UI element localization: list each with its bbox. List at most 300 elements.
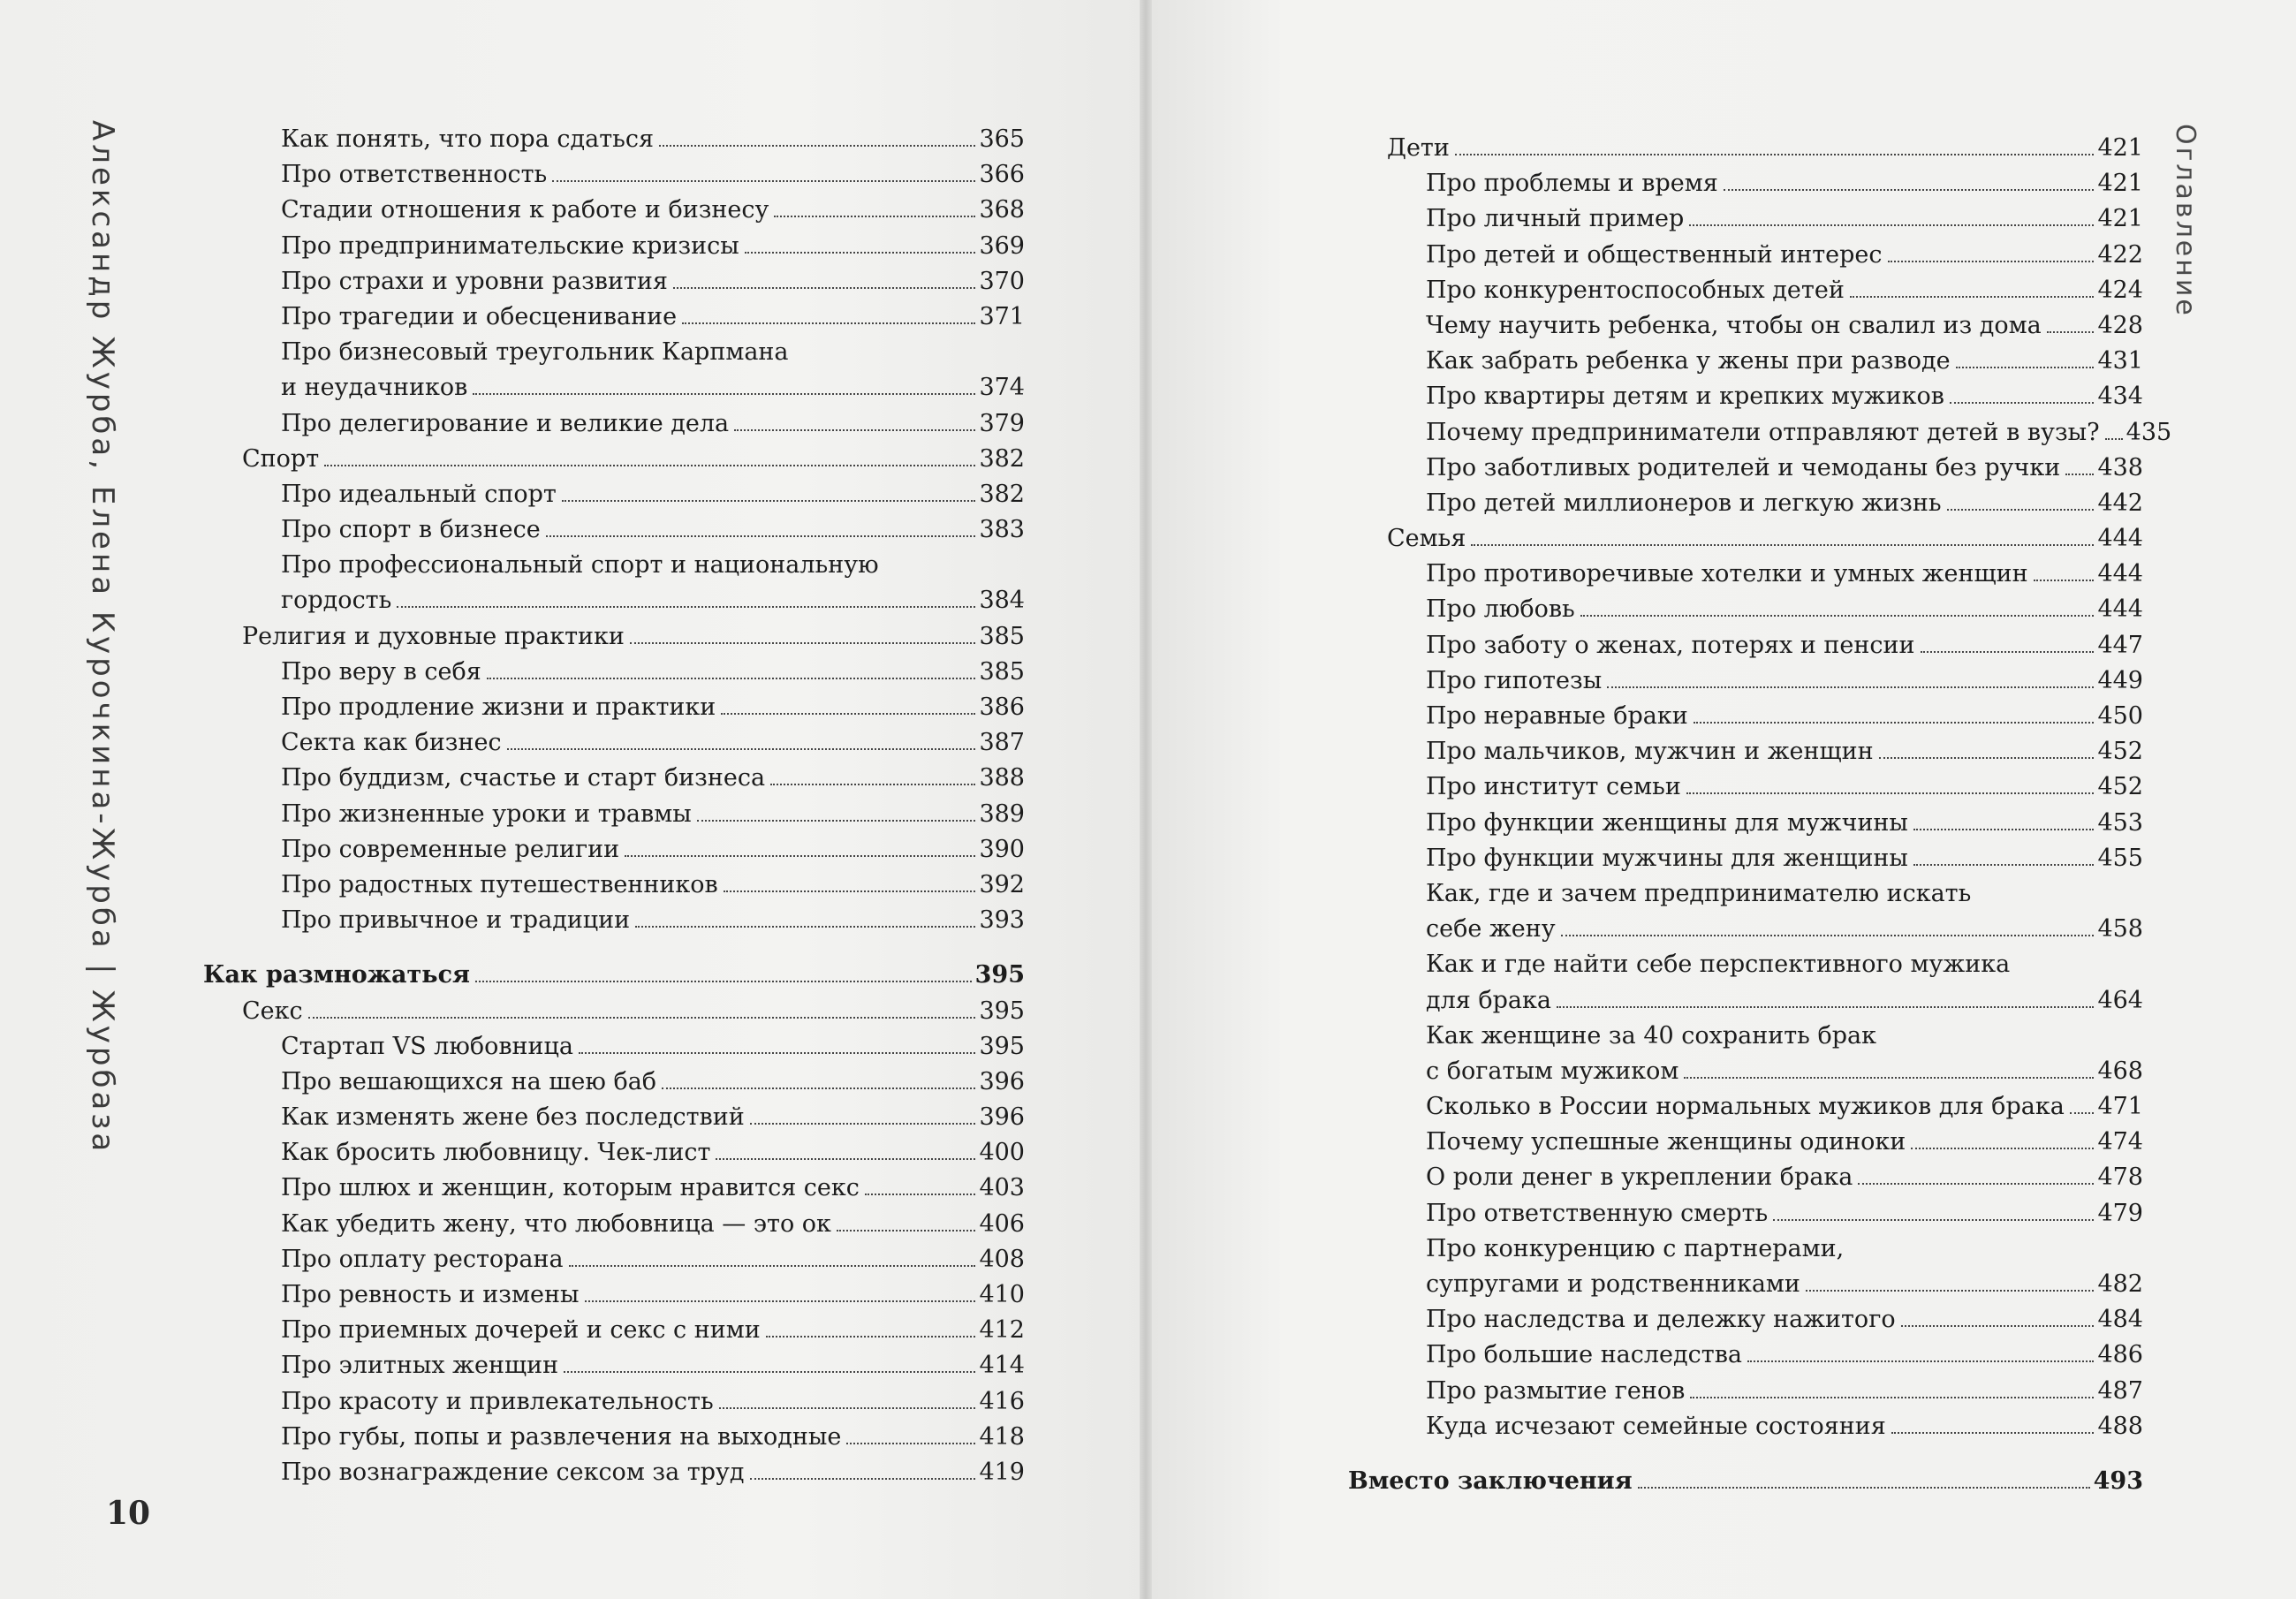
toc-entry-page: 386 bbox=[979, 693, 1025, 721]
toc-entry-page: 421 bbox=[2097, 205, 2143, 233]
dot-leader bbox=[682, 322, 975, 324]
toc-entry-page: 393 bbox=[979, 906, 1025, 935]
toc-entry[interactable] bbox=[203, 1100, 1025, 1135]
toc-entry-page: 374 bbox=[979, 374, 1025, 402]
dot-leader bbox=[719, 1407, 976, 1409]
page-number: 10 bbox=[106, 1495, 151, 1532]
toc-entry-title: Как, где и зачем предпринимателю искать bbox=[1426, 879, 1972, 907]
toc-entry[interactable] bbox=[203, 1384, 1025, 1420]
toc-entry[interactable] bbox=[203, 442, 1025, 477]
toc-entry-title: О роли денег в укреплении брака bbox=[1426, 1163, 1853, 1192]
dot-leader bbox=[659, 145, 975, 147]
toc-entry[interactable] bbox=[1348, 415, 2172, 451]
toc-entry[interactable] bbox=[1348, 1302, 2143, 1338]
dot-leader bbox=[630, 642, 976, 644]
toc-entry-title: Про профессиональный спорт и национальную bbox=[281, 551, 879, 580]
toc-entry-title: Про размытие генов bbox=[1426, 1376, 1686, 1405]
toc-entry-title: Как бросить любовницу. Чек-лист bbox=[281, 1139, 711, 1167]
toc-entry-title: Как забрать ребенка у жены при разводе bbox=[1426, 347, 1951, 375]
toc-entry[interactable] bbox=[203, 619, 1025, 655]
toc-entry-title: с богатым мужиком bbox=[1426, 1057, 1679, 1085]
toc-entry-title: Про жизненные уроки и травмы bbox=[281, 800, 692, 828]
toc-entry-page: 366 bbox=[979, 161, 1025, 189]
dot-leader bbox=[1891, 1432, 2095, 1434]
dot-leader bbox=[507, 748, 976, 750]
dot-leader bbox=[585, 1300, 976, 1302]
toc-entry[interactable] bbox=[1348, 1338, 2143, 1373]
dot-leader bbox=[1686, 792, 2095, 794]
toc-entry-title: Про функции мужчины для женщины bbox=[1426, 844, 1908, 872]
toc-entry-title: Про идеальный спорт bbox=[281, 480, 557, 508]
toc-entry[interactable] bbox=[1348, 273, 2143, 308]
dot-leader bbox=[2047, 331, 2095, 333]
dot-leader bbox=[579, 1052, 975, 1054]
toc-entry[interactable] bbox=[203, 477, 1025, 512]
toc-entry-title: Про конкуренцию с партнерами, bbox=[1426, 1234, 1845, 1262]
book-spine bbox=[1140, 0, 1152, 1599]
toc-entry[interactable] bbox=[203, 370, 1025, 405]
toc-entry-page: 449 bbox=[2097, 666, 2143, 694]
dot-leader bbox=[662, 1087, 975, 1089]
toc-entry-title: Про институт семьи bbox=[1426, 773, 1681, 801]
toc-entry-title: Сколько в России нормальных мужиков для брака bbox=[1426, 1093, 2065, 1121]
dot-leader bbox=[1850, 296, 2095, 298]
dot-leader bbox=[750, 1478, 976, 1480]
toc-entry-page: 412 bbox=[979, 1316, 1025, 1345]
toc-entry-page: 486 bbox=[2097, 1341, 2143, 1369]
toc-entry-page: 421 bbox=[2097, 170, 2143, 198]
toc-entry[interactable] bbox=[1348, 912, 2143, 947]
toc-entry-title: Секс bbox=[242, 997, 303, 1025]
toc-entry-title: Куда исчезают семейные состояния bbox=[1426, 1412, 1886, 1440]
running-head-separator: | bbox=[85, 963, 120, 978]
toc-entry[interactable] bbox=[1348, 166, 2143, 201]
toc-entry-title: Спорт bbox=[242, 444, 320, 473]
toc-entry-title: Почему успешные женщины одиноки bbox=[1426, 1128, 1906, 1156]
toc-entry[interactable] bbox=[1348, 521, 2143, 557]
toc-entry-page: 388 bbox=[979, 764, 1025, 792]
dot-leader bbox=[750, 1123, 976, 1125]
dot-leader bbox=[2034, 580, 2095, 581]
dot-leader bbox=[1561, 935, 2095, 936]
toc-entry[interactable] bbox=[203, 512, 1025, 548]
toc-entry-page: 424 bbox=[2097, 276, 2143, 304]
dot-leader bbox=[716, 1158, 975, 1160]
toc-entry[interactable] bbox=[1348, 806, 2143, 841]
dot-leader bbox=[546, 535, 976, 537]
toc-entry[interactable] bbox=[203, 1455, 1025, 1490]
toc-entry-page: 450 bbox=[2097, 702, 2143, 730]
toc-entry-page: 384 bbox=[979, 587, 1025, 615]
toc-entry[interactable] bbox=[1348, 628, 2143, 663]
toc-entry-page: 395 bbox=[974, 961, 1025, 989]
toc-entry-first-line bbox=[1348, 1019, 2143, 1054]
dot-leader bbox=[1913, 864, 2095, 866]
toc-entry-title: Про большие наследства bbox=[1426, 1341, 1743, 1369]
toc-entry-title: Вместо заключения bbox=[1348, 1466, 1633, 1495]
toc-entry-page: 395 bbox=[979, 997, 1025, 1025]
toc-entry-page: 434 bbox=[2097, 383, 2143, 411]
toc-entry-title: Про вознаграждение сексом за труд bbox=[281, 1458, 745, 1486]
toc-entry[interactable] bbox=[1348, 557, 2143, 592]
toc-entry-page: 389 bbox=[979, 800, 1025, 828]
toc-entry-title: Про привычное и традиции bbox=[281, 906, 631, 935]
toc-entry[interactable] bbox=[203, 1277, 1025, 1313]
toc-entry-page: 478 bbox=[2097, 1163, 2143, 1192]
toc-entry[interactable] bbox=[203, 690, 1025, 725]
toc-entry-title: Про заботу о женах, потерях и пенсии bbox=[1426, 631, 1915, 659]
toc-entry[interactable] bbox=[1348, 699, 2143, 734]
running-head bbox=[85, 120, 120, 1155]
toc-entry-title: Про личный пример bbox=[1426, 205, 1685, 233]
toc-entry-title: супругами и родственниками bbox=[1426, 1270, 1800, 1298]
toc-entry-title: Религия и духовные практики bbox=[242, 622, 625, 650]
running-head-book: Журбаза bbox=[85, 989, 120, 1156]
toc-entry-page: 442 bbox=[2097, 489, 2143, 517]
toc-entry[interactable] bbox=[1348, 1464, 2143, 1499]
dot-leader bbox=[562, 500, 976, 502]
toc-entry-page: 444 bbox=[2097, 560, 2143, 588]
toc-entry-page: 390 bbox=[979, 835, 1025, 863]
toc-entry-page: 387 bbox=[979, 729, 1025, 757]
toc-entry-title: Секта как бизнес bbox=[281, 729, 502, 757]
toc-entry-title: Про ответственную смерть bbox=[1426, 1199, 1769, 1227]
toc-entry-page: 488 bbox=[2097, 1412, 2143, 1440]
toc-entry[interactable] bbox=[203, 1242, 1025, 1277]
dot-leader bbox=[2070, 1112, 2095, 1114]
dot-leader bbox=[1950, 402, 2094, 404]
toc-entry-title: Про заботливых родителей и чемоданы без ручки bbox=[1426, 453, 2061, 481]
toc-entry-page: 428 bbox=[2097, 311, 2143, 339]
toc-entry[interactable] bbox=[203, 1171, 1025, 1206]
toc-entry[interactable] bbox=[203, 868, 1025, 903]
toc-entry[interactable] bbox=[1348, 983, 2143, 1019]
toc-entry[interactable] bbox=[203, 1029, 1025, 1065]
toc-entry[interactable] bbox=[203, 299, 1025, 335]
toc-entry-title: Чему научить ребенка, чтобы он свалил из дома bbox=[1426, 311, 2042, 339]
toc-entry-page: 431 bbox=[2097, 347, 2143, 375]
toc-left-column bbox=[203, 122, 1025, 1490]
toc-entry[interactable] bbox=[203, 1313, 1025, 1348]
toc-entry-title: Про спорт в бизнесе bbox=[281, 516, 541, 544]
dot-leader bbox=[1901, 1325, 2095, 1327]
toc-entry-title: Как убедить жену, что любовница — это ок bbox=[281, 1209, 831, 1238]
toc-entry-page: 396 bbox=[979, 1067, 1025, 1095]
dot-leader bbox=[475, 981, 972, 982]
dot-leader bbox=[1947, 509, 2095, 511]
toc-entry[interactable] bbox=[1348, 592, 2143, 627]
toc-entry-title: Про любовь bbox=[1426, 595, 1575, 624]
toc-entry-title: себе жену bbox=[1426, 915, 1556, 943]
toc-entry-page: 414 bbox=[979, 1352, 1025, 1380]
toc-entry[interactable] bbox=[1348, 1374, 2143, 1409]
toc-entry-page: 365 bbox=[979, 125, 1025, 153]
toc-entry-title: Про противоречивые хотелки и умных женщин bbox=[1426, 560, 2028, 588]
toc-entry-page: 471 bbox=[2097, 1093, 2143, 1121]
toc-entry-first-line bbox=[203, 335, 1025, 370]
toc-entry-page: 369 bbox=[979, 231, 1025, 260]
toc-entry-page: 370 bbox=[979, 267, 1025, 295]
toc-entry-title: Про гипотезы bbox=[1426, 666, 1603, 694]
dot-leader bbox=[1888, 261, 2095, 262]
toc-entry[interactable] bbox=[1348, 308, 2143, 344]
dot-leader bbox=[625, 855, 975, 857]
toc-entry[interactable] bbox=[203, 264, 1025, 299]
toc-entry[interactable] bbox=[1348, 734, 2143, 769]
toc-entry[interactable] bbox=[1348, 486, 2143, 521]
dot-leader bbox=[734, 429, 975, 431]
toc-entry[interactable] bbox=[203, 958, 1025, 993]
toc-entry-title: Про квартиры детям и крепких мужиков bbox=[1426, 383, 1945, 411]
toc-entry-page: 455 bbox=[2097, 844, 2143, 872]
toc-entry-page: 438 bbox=[2097, 453, 2143, 481]
dot-leader bbox=[865, 1194, 976, 1195]
dot-leader bbox=[2105, 438, 2123, 440]
toc-entry-title: Про оплату ресторана bbox=[281, 1245, 564, 1273]
toc-entry-title: Про детей и общественный интерес bbox=[1426, 240, 1883, 269]
toc-entry[interactable] bbox=[203, 1348, 1025, 1383]
toc-entry-title: Про наследства и дележку нажитого bbox=[1426, 1306, 1896, 1334]
toc-entry-page: 410 bbox=[979, 1281, 1025, 1308]
toc-entry[interactable] bbox=[203, 797, 1025, 832]
toc-entry-title: Про проблемы и время bbox=[1426, 170, 1718, 198]
toc-entry[interactable] bbox=[1348, 1160, 2143, 1195]
dot-leader bbox=[635, 926, 975, 928]
toc-entry[interactable] bbox=[203, 1135, 1025, 1171]
dot-leader bbox=[1773, 1219, 2094, 1221]
toc-entry-page: 396 bbox=[979, 1103, 1025, 1132]
dot-leader bbox=[721, 713, 975, 715]
toc-entry-page: 418 bbox=[979, 1422, 1025, 1451]
toc-entry-first-line bbox=[203, 548, 1025, 583]
toc-entry-page: 408 bbox=[979, 1245, 1025, 1273]
toc-entry-page: 382 bbox=[979, 480, 1025, 508]
toc-entry-page: 482 bbox=[2097, 1270, 2143, 1298]
dot-leader bbox=[1694, 722, 2095, 724]
dot-leader bbox=[487, 678, 976, 679]
toc-entry-page: 379 bbox=[979, 409, 1025, 437]
dot-leader bbox=[697, 820, 976, 822]
toc-entry-page: 468 bbox=[2097, 1057, 2143, 1085]
dot-leader bbox=[397, 606, 975, 608]
toc-entry[interactable] bbox=[1348, 663, 2143, 699]
toc-entry[interactable] bbox=[1348, 1196, 2143, 1231]
toc-entry-title: Про приемных дочерей и секс с ними bbox=[281, 1316, 761, 1345]
toc-entry-page: 464 bbox=[2097, 986, 2143, 1014]
toc-entry[interactable] bbox=[1348, 1054, 2143, 1089]
dot-leader bbox=[766, 1336, 976, 1338]
toc-entry-page: 416 bbox=[979, 1387, 1025, 1415]
toc-entry-title: Про веру в себя bbox=[281, 657, 481, 686]
toc-entry-title: Про детей миллионеров и легкую жизнь bbox=[1426, 489, 1942, 517]
toc-entry-title: Как понять, что пора сдаться bbox=[281, 125, 655, 153]
toc-entry-page: 392 bbox=[979, 870, 1025, 898]
dot-leader bbox=[1607, 686, 2094, 688]
toc-entry-title: Про шлюх и женщин, которым нравится секс bbox=[281, 1174, 860, 1202]
toc-entry-first-line bbox=[1348, 876, 2143, 912]
toc-entry[interactable] bbox=[203, 157, 1025, 193]
toc-entry[interactable] bbox=[1348, 1267, 2143, 1302]
dot-leader bbox=[1747, 1360, 2094, 1362]
toc-entry-page: 474 bbox=[2097, 1128, 2143, 1156]
toc-entry[interactable] bbox=[203, 832, 1025, 868]
toc-entry[interactable] bbox=[203, 1065, 1025, 1100]
dot-leader bbox=[1921, 651, 2095, 653]
toc-entry-page: 452 bbox=[2097, 773, 2143, 801]
dot-leader bbox=[846, 1443, 975, 1444]
toc-entry-title: Дети bbox=[1387, 134, 1450, 162]
toc-entry[interactable] bbox=[203, 725, 1025, 761]
toc-entry-page: 419 bbox=[979, 1458, 1025, 1486]
dot-leader bbox=[1471, 544, 2094, 546]
dot-leader bbox=[1858, 1183, 2094, 1185]
dot-leader bbox=[324, 465, 975, 466]
toc-entry-page: 493 bbox=[2093, 1466, 2143, 1495]
toc-entry-title: Про буддизм, счастье и старт бизнеса bbox=[281, 764, 766, 792]
running-head-authors: Александр Журба, Елена Курочкина-Журба bbox=[85, 120, 120, 951]
dot-leader bbox=[1580, 615, 2095, 617]
toc-entry-page: 444 bbox=[2097, 595, 2143, 624]
toc-entry-title: Про неравные браки bbox=[1426, 702, 1688, 730]
toc-entry-title: гордость bbox=[281, 587, 392, 615]
dot-leader bbox=[1557, 1006, 2094, 1008]
toc-entry[interactable] bbox=[1348, 131, 2143, 166]
dot-leader bbox=[1806, 1290, 2095, 1292]
toc-entry-page: 435 bbox=[2126, 418, 2172, 446]
toc-entry-page: 385 bbox=[979, 622, 1025, 650]
toc-entry[interactable] bbox=[1348, 1409, 2143, 1444]
dot-leader bbox=[308, 1017, 976, 1019]
section-label: Оглавление bbox=[2170, 124, 2201, 318]
dot-leader bbox=[745, 252, 976, 254]
dot-leader bbox=[2065, 474, 2094, 475]
toc-entry-title: Про предпринимательские кризисы bbox=[281, 231, 739, 260]
toc-entry-title: Про губы, попы и развлечения на выходные bbox=[281, 1422, 842, 1451]
toc-entry-page: 382 bbox=[979, 444, 1025, 473]
toc-entry-page: 487 bbox=[2097, 1376, 2143, 1405]
toc-entry[interactable] bbox=[203, 583, 1025, 618]
toc-entry-title: Про функции женщины для мужчины bbox=[1426, 808, 1908, 837]
toc-entry[interactable] bbox=[1348, 344, 2143, 379]
toc-entry-page: 371 bbox=[979, 302, 1025, 330]
toc-entry-title: для брака bbox=[1426, 986, 1552, 1014]
toc-entry-title: Семья bbox=[1387, 525, 1466, 553]
toc-entry-page: 383 bbox=[979, 516, 1025, 544]
toc-entry-page: 406 bbox=[979, 1209, 1025, 1238]
toc-entry-page: 479 bbox=[2097, 1199, 2143, 1227]
dot-leader bbox=[1911, 1148, 2094, 1149]
dot-leader bbox=[837, 1230, 976, 1231]
toc-entry[interactable] bbox=[203, 1420, 1025, 1455]
toc-entry[interactable] bbox=[203, 994, 1025, 1029]
toc-entry-page: 385 bbox=[979, 657, 1025, 686]
toc-entry-first-line bbox=[1348, 947, 2143, 982]
dot-leader bbox=[1879, 757, 2095, 759]
toc-entry-page: 395 bbox=[979, 1032, 1025, 1060]
toc-entry[interactable] bbox=[1348, 1125, 2143, 1160]
dot-leader bbox=[552, 180, 975, 182]
toc-entry-title: Стадии отношения к работе и бизнесу bbox=[281, 196, 769, 224]
toc-entry-title: Как женщине за 40 сохранить брак bbox=[1426, 1021, 1876, 1050]
dot-leader bbox=[770, 784, 975, 785]
toc-entry[interactable] bbox=[1348, 769, 2143, 805]
toc-entry-title: Про делегирование и великие дела bbox=[281, 409, 730, 437]
toc-entry[interactable] bbox=[203, 903, 1025, 938]
toc-entry[interactable] bbox=[203, 761, 1025, 796]
toc-entry-title: Как размножаться bbox=[203, 961, 470, 989]
toc-entry-title: Про ревность и измены bbox=[281, 1281, 580, 1308]
toc-entry-title: Про страхи и уровни развития bbox=[281, 267, 668, 295]
toc-entry-page: 400 bbox=[979, 1139, 1025, 1167]
toc-entry[interactable] bbox=[203, 1207, 1025, 1242]
dot-leader bbox=[569, 1265, 976, 1267]
dot-leader bbox=[1684, 1077, 2094, 1079]
toc-entry-title: Стартап VS любовница bbox=[281, 1032, 573, 1060]
toc-entry-title: Про элитных женщин bbox=[281, 1352, 559, 1380]
dot-leader bbox=[564, 1371, 975, 1373]
toc-entry-title: Про современные религии bbox=[281, 835, 620, 863]
toc-entry-title: Про трагедии и обесценивание bbox=[281, 302, 678, 330]
toc-entry[interactable] bbox=[203, 193, 1025, 228]
dot-leader bbox=[1689, 224, 2094, 226]
dot-leader bbox=[1913, 829, 2095, 830]
toc-entry-page: 458 bbox=[2097, 915, 2143, 943]
toc-entry-title: Как и где найти себе перспективного мужика bbox=[1426, 951, 2011, 979]
toc-entry-page: 368 bbox=[979, 196, 1025, 224]
toc-entry-page: 452 bbox=[2097, 738, 2143, 766]
toc-entry[interactable] bbox=[1348, 238, 2143, 273]
toc-entry[interactable] bbox=[203, 229, 1025, 264]
toc-entry-first-line bbox=[1348, 1231, 2143, 1267]
toc-entry[interactable] bbox=[1348, 1089, 2143, 1125]
dot-leader bbox=[774, 216, 975, 217]
toc-entry[interactable] bbox=[1348, 201, 2143, 237]
dot-leader bbox=[1690, 1397, 2094, 1398]
toc-right-column bbox=[1348, 131, 2172, 1499]
dot-leader bbox=[473, 393, 975, 395]
toc-entry-page: 403 bbox=[979, 1174, 1025, 1202]
dot-leader bbox=[724, 890, 976, 892]
toc-entry-page: 453 bbox=[2097, 808, 2143, 837]
dot-leader bbox=[1638, 1487, 2090, 1489]
toc-entry-title: Как изменять жене без последствий bbox=[281, 1103, 745, 1132]
toc-entry-title: Про радостных путешественников bbox=[281, 870, 718, 898]
toc-entry-title: и неудачников bbox=[281, 374, 468, 402]
toc-entry-title: Про мальчиков, мужчин и женщин bbox=[1426, 738, 1874, 766]
dot-leader bbox=[1724, 189, 2095, 191]
toc-entry-title: Почему предприниматели отправляют детей в вузы? bbox=[1426, 418, 2100, 446]
toc-entry[interactable] bbox=[203, 406, 1025, 442]
toc-entry[interactable] bbox=[203, 655, 1025, 690]
toc-entry-page: 421 bbox=[2097, 134, 2143, 162]
toc-entry-title: Про бизнесовый треугольник Карпмана bbox=[281, 338, 789, 367]
dot-leader bbox=[673, 287, 975, 289]
toc-entry[interactable] bbox=[1348, 841, 2143, 876]
toc-entry-title: Про продление жизни и практики bbox=[281, 693, 716, 721]
dot-leader bbox=[1455, 154, 2095, 155]
toc-entry[interactable] bbox=[203, 122, 1025, 157]
toc-entry-title: Про вешающихся на шею баб bbox=[281, 1067, 657, 1095]
toc-entry-title: Про красоту и привлекательность bbox=[281, 1387, 714, 1415]
toc-entry-page: 447 bbox=[2097, 631, 2143, 659]
toc-entry-page: 444 bbox=[2097, 525, 2143, 553]
toc-entry-page: 422 bbox=[2097, 240, 2143, 269]
toc-entry-page: 484 bbox=[2097, 1306, 2143, 1334]
dot-leader bbox=[1956, 367, 2095, 368]
toc-entry-title: Про конкурентоспособных детей bbox=[1426, 276, 1845, 304]
toc-entry[interactable] bbox=[1348, 379, 2143, 414]
toc-entry[interactable] bbox=[1348, 451, 2143, 486]
